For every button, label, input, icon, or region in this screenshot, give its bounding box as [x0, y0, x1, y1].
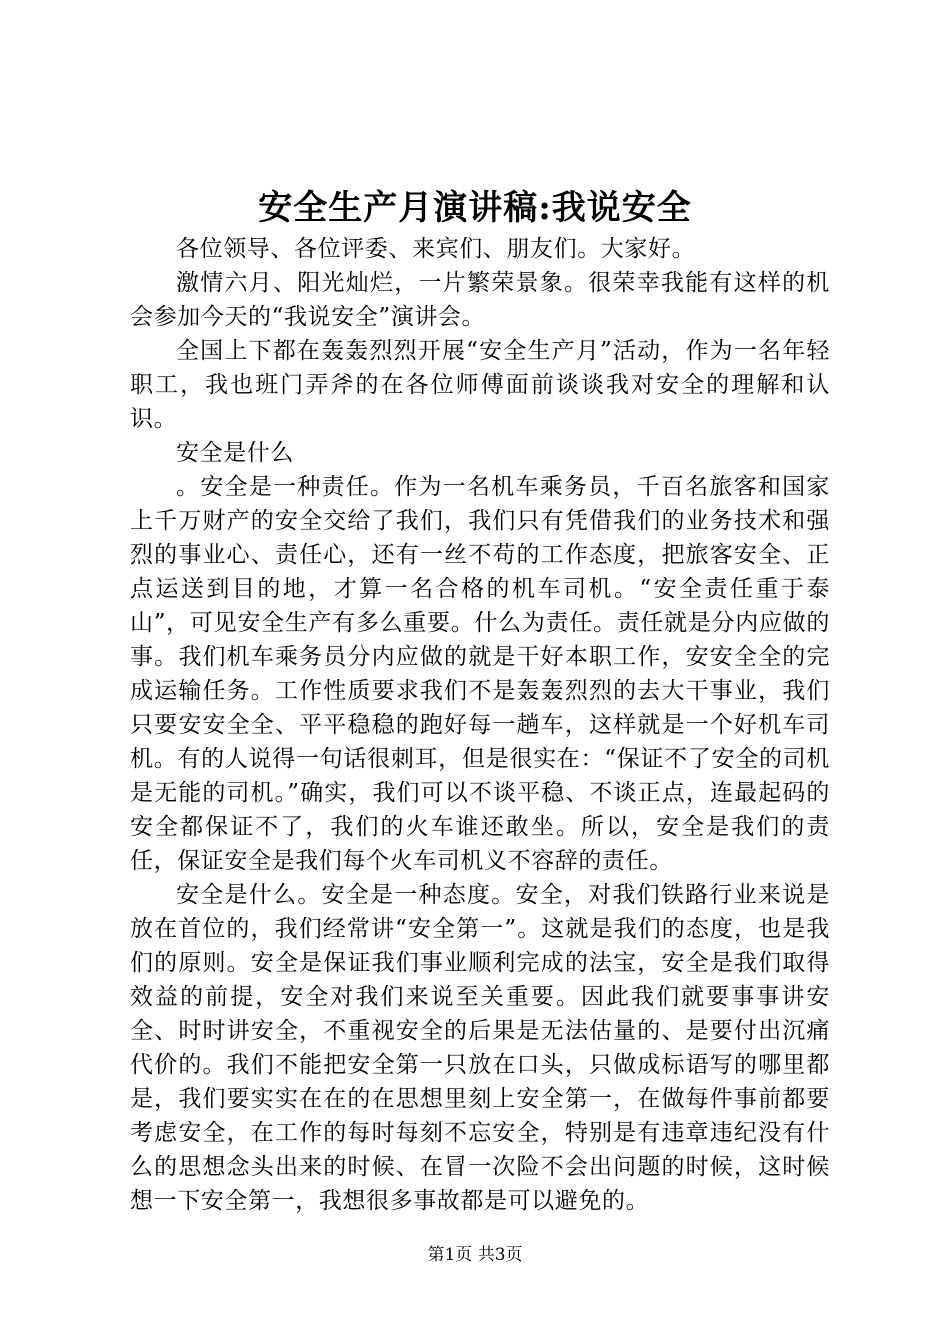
- paragraph-responsibility: 。安全是一种责任。作为一名机车乘务员，千百名旅客和国家上千万财产的安全交给了我们，我们只有凭借我们的业务技术和强烈的事业心、责任心，还有一丝不苟的工作态度，把旅客安全、正点运送到目的地，才算一名合格的机车司机。“安全责任重于泰山”，可见安全生产有多么重要。什么为责任。责任就是分内应做的事。我们机车乘务员分内应做的就是干好本职工作，安安全全的完成运输任务。工作性质要求我们不是轰轰烈烈的去大干事业，我们只要安安全全、平平稳稳的跑好每一趟车，这样就是一个好机车司机。有的人说得一句话很刺耳，但是很实在：“保证不了安全的司机是无能的司机。”确实，我们可以不谈平稳、不谈正点，连最起码的安全都保证不了，我们的火车谁还敢坐。所以，安全是我们的责任，保证安全是我们每个火车司机义不容辞的责任。: [130, 474, 830, 874]
- paragraph-introduction: 全国上下都在轰轰烈烈开展“安全生产月”活动，作为一名年轻职工，我也班门弄斧的在各位师傅面前谈谈我对安全的理解和认识。: [130, 338, 830, 432]
- document-title: 安全生产月演讲稿:我说安全: [258, 188, 692, 228]
- paragraph-opening: 激情六月、阳光灿烂，一片繁荣景象。很荣幸我能有这样的机会参加今天的“我说安全”演讲会。: [130, 270, 830, 330]
- document-body: [130, 232, 830, 1218]
- page-number-footer: 第1页 共3页: [427, 1245, 523, 1265]
- paragraph-greeting: 各位领导、各位评委、来宾们、朋友们。大家好。: [176, 236, 696, 262]
- paragraph-attitude: 安全是什么。安全是一种态度。安全，对我们铁路行业来说是放在首位的，我们经常讲“安全第一”。这就是我们的态度，也是我们的原则。安全是保证我们事业顺利完成的法宝，安全是我们取得效益的前提，安全对我们来说至关重要。因此我们就要事事讲安全、时时讲安全，不重视安全的后果是无法估量的、是要付出沉痛代价的。我们不能把安全第一只放在口头，只做成标语写的哪里都是，我们要实实在在的在思想里刻上安全第一，在做每件事前都要考虑安全，在工作的每时每刻不忘安全，特别是有违章违纪没有什么的思想念头出来的时候、在冒一次险不会出问题的时候，这时候想一下安全第一，我想很多事故都是可以避免的。: [130, 882, 830, 1214]
- paragraph-heading-question: 安全是什么: [176, 440, 294, 466]
